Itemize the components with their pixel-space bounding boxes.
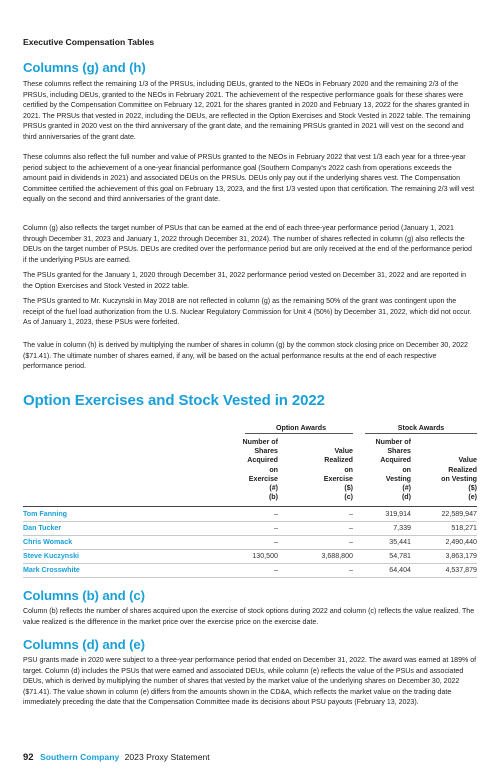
row-name: Dan Tucker: [23, 524, 62, 532]
cell-c: –: [349, 538, 353, 546]
cell-b: –: [274, 510, 278, 518]
table-row: [23, 564, 477, 578]
header-rule: [23, 506, 477, 507]
gh-paragraph-4: The PSUs granted for the January 1, 2020 through December 31, 2022 performance period vested on December 31, 2022 and are reported in the Option Exercises and Stock Vested in 2022 table.: [23, 272, 467, 290]
cell-c: –: [349, 524, 353, 532]
group-header-option-awards: Option Awards: [275, 424, 327, 432]
columns-gh-heading: Columns (g) and (h): [23, 60, 146, 75]
section-label: Executive Compensation Tables: [23, 37, 155, 47]
row-name: Chris Womack: [23, 538, 73, 546]
cell-e: 4,537,879: [445, 566, 477, 574]
page-footer: [23, 752, 210, 763]
table-row: [23, 522, 477, 536]
cell-d: 319,914: [385, 510, 411, 518]
gh-paragraph-2: These columns also reflect the full number and value of PRSUs granted to the NEOs in February 2022 that vest 1/3 each year for a three-year period subject to the achievement of a one-year financial performance goal (Southern Company's 2022 cash from operations exceeds the amount paid in dividends in 2021) and associated DEUs on the PRSUs. DEUs only pay out if the underlying shares vest. The Compensation Committee certified the achievement of this goal on February 13, 2023, and the first 1/3 vested upon that certification. The remaining 2/3 will vest equally on the second and third anniversaries of the grant date.: [23, 154, 475, 204]
bc-paragraph: Column (b) reflects the number of shares acquired upon the exercise of stock options during 2022 and column (c) reflects the value realized. The value realized is the difference in the market price over the exercise price on the exercise date.: [23, 608, 475, 626]
cell-e: 518,271: [451, 524, 477, 532]
group-header-stock-awards: Stock Awards: [397, 424, 445, 432]
gh-paragraph-1: These columns reflect the remaining 1/3 of the PRSUs, including DEUs, granted to the NEOs in February 2020 and the remaining 2/3 of the PRSUs, including DEUs, granted to the NEOs in February 2021. The achievement of the respective performance goals for these shares were certified by the Compensation Committee on February 12, 2021 for the shares granted in 2020 and February 13, 2022 for the shares granted in 2021. The PRSUs that vested in 2022, including the DEUs, are reflected in the Option Exercises and Stock Vested in 2022 table. The remaining PRSUs granted in 2020 vest on the third anniversary of the grant date, and the remaining PRSUs granted in 2021 will vest on the second and third anniversaries of the grant date.: [23, 81, 471, 141]
row-name: Tom Fanning: [23, 510, 67, 518]
col-header-e: Value Realized on Vesting ($) (e): [441, 456, 477, 502]
cell-b: –: [274, 524, 278, 532]
cell-d: 35,441: [389, 538, 411, 546]
group-underline-stock: [365, 433, 477, 434]
cell-e: 3,863,179: [445, 552, 477, 560]
columns-bc-heading: Columns (b) and (c): [23, 588, 145, 603]
cell-b: 130,500: [252, 552, 278, 560]
cell-b: –: [274, 566, 278, 574]
cell-e: 22,589,947: [441, 510, 477, 518]
gh-paragraph-3: Column (g) also reflects the target number of PSUs that can be earned at the end of each three-year performance period (January 1, 2021 through December 31, 2023 and January 1, 2022 through December 31, 2024). The number of shares reflected in column (g) also reflects the DEUs on the target number of PSUs. DEUs are credited over the performance period but are only received at the end of the performance period if the underlying PSUs are earned.: [23, 225, 472, 264]
table-row: [23, 536, 477, 550]
cell-d: 64,404: [389, 566, 411, 574]
gh-paragraph-6: The value in column (h) is derived by multiplying the number of shares in column (g) by the common stock closing price on December 30, 2022 ($71.41). The ultimate number of shares earned, if any, will be based on the actual performance results at the end of each respective performance period.: [23, 342, 468, 371]
cell-c: –: [349, 566, 353, 574]
company-name: Southern Company: [39, 752, 120, 762]
cell-e: 2,490,440: [445, 538, 477, 546]
gh-paragraph-5: The PSUs granted to Mr. Kuczynski in May 2018 are not reflected in column (g) as the remaining 50% of the grant was contingent upon the receipt of the fuel load authorization from the U.S. Nuclear Regulatory Commission for Unit 4 (50%) by December 31, 2022, which did not occur. As of January 1, 2023, these PSUs were forfeited.: [23, 298, 472, 327]
col-header-b: Number of Shares Acquired on Exercise (#) (b): [242, 438, 278, 502]
table-row: [23, 508, 477, 522]
document-title: 2023 Proxy Statement: [124, 752, 210, 762]
cell-c: 3,688,800: [321, 552, 353, 560]
row-name: Steve Kuczynski: [23, 552, 79, 560]
cell-b: –: [274, 538, 278, 546]
columns-de-heading: Columns (d) and (e): [23, 637, 145, 652]
group-underline-option: [245, 433, 353, 434]
cell-c: –: [349, 510, 353, 518]
cell-d: 54,781: [389, 552, 411, 560]
table-row: [23, 550, 477, 564]
table-heading: Option Exercises and Stock Vested in 2022: [23, 392, 325, 409]
page-number: 92: [23, 752, 34, 763]
cell-d: 7,339: [393, 524, 411, 532]
col-header-c: Value Realized on Exercise ($) (c): [323, 447, 353, 502]
col-header-d: Number of Shares Acquired on Vesting (#) (d): [375, 438, 411, 502]
de-paragraph: PSU grants made in 2020 were subject to a three-year performance period that ended on December 31, 2022. The award was earned at 189% of target. Column (d) includes the PSUs that were earned and associated DEUs, while column (e) reflects the value of the PSUs and associated DEUs, which is derived by multiplying the number of shares that vested by the market value of the underlying shares on December 30, 2022 ($71.41). The value shown in column (e) differs from the amounts shown in the CD&A, which reflects the market value on the trading date immediately preceding the date that the Compensation Committee made its decisions about PSU payouts (February 13, 2023).: [23, 657, 477, 707]
row-name: Mark Crosswhite: [23, 566, 80, 574]
